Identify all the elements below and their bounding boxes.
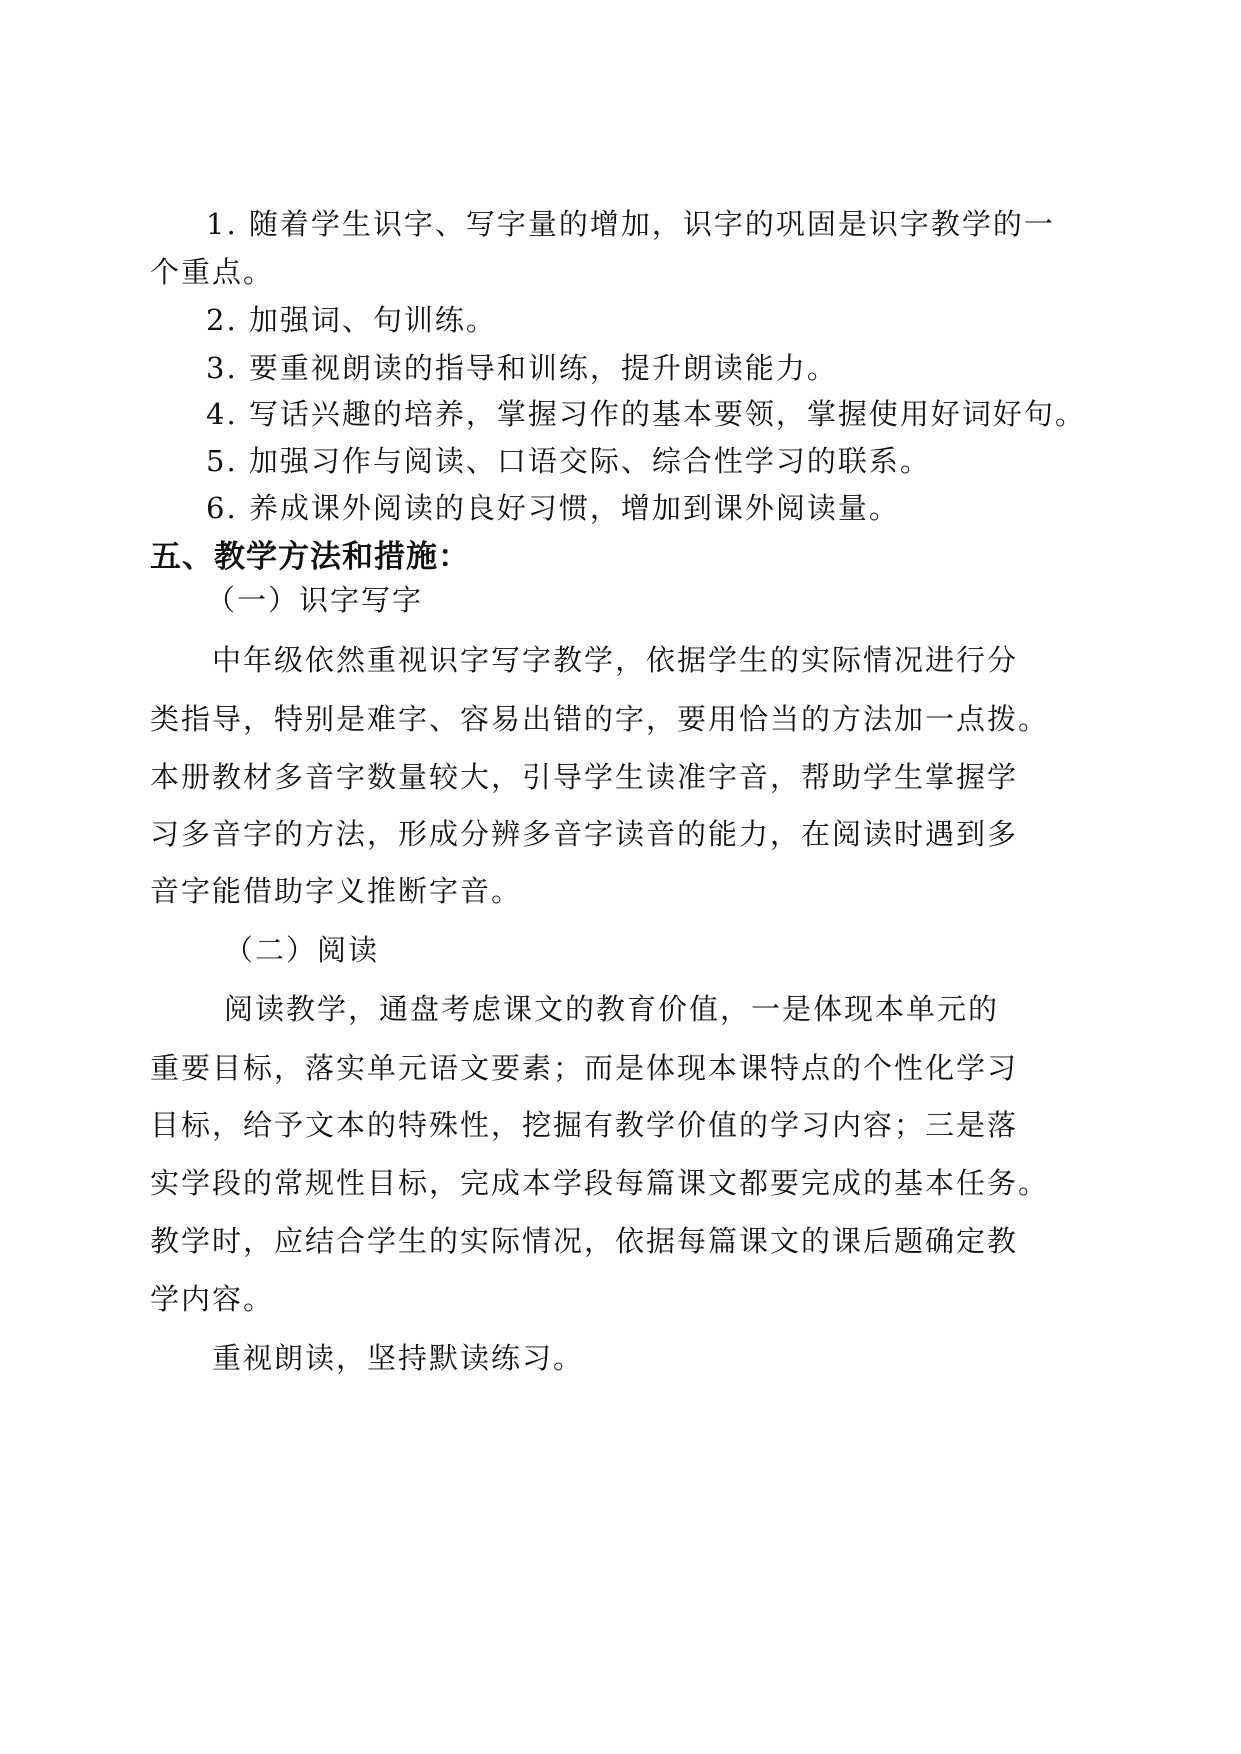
paragraph-line: 音字能借助字义推断字音。 [150,874,523,908]
list-item: 3. 要重视朗读的指导和训练，提升朗读能力。 [206,351,838,385]
subsection-title: （二）阅读 [224,933,380,967]
list-item: 4. 写话兴趣的培养，掌握习作的基本要领，掌握使用好词好句。 [206,397,1086,431]
list-item-continuation: 个重点。 [150,255,275,289]
paragraph-line: 实学段的常规性目标，完成本学段每篇课文都要完成的基本任务。 [150,1166,1050,1200]
paragraph-line: 重要目标，落实单元语文要素；而是体现本课特点的个性化学习 [150,1051,1019,1085]
list-item: 2. 加强词、句训练。 [206,303,497,337]
list-item: 6. 养成课外阅读的良好习惯，增加到课外阅读量。 [206,491,900,525]
paragraph-line: 重视朗读，坚持默读练习。 [212,1341,585,1375]
paragraph-line: 学内容。 [150,1282,275,1316]
paragraph-line: 目标，给予文本的特殊性，挖掘有教学价值的学习内容；三是落 [150,1108,1019,1142]
list-item: 1. 随着学生识字、写字量的增加，识字的巩固是识字教学的一 [206,207,1055,241]
list-item: 5. 加强习作与阅读、口语交际、综合性学习的联系。 [206,444,931,478]
paragraph-line: 中年级依然重视识字写字教学，依据学生的实际情况进行分 [212,643,1019,677]
paragraph-line: 阅读教学，通盘考虑课文的教育价值，一是体现本单元的 [224,992,1000,1026]
paragraph-line: 本册教材多音字数量较大，引导学生读准字音，帮助学生掌握学 [150,760,1019,794]
paragraph-line: 教学时，应结合学生的实际情况，依据每篇课文的课后题确定教 [150,1224,1019,1258]
paragraph-line: 类指导，特别是难字、容易出错的字，要用恰当的方法加一点拨。 [150,702,1050,736]
subsection-title: （一）识字写字 [206,583,424,617]
section-heading: 五、教学方法和措施： [150,539,470,575]
paragraph-line: 习多音字的方法，形成分辨多音字读音的能力，在阅读时遇到多 [150,817,1019,851]
